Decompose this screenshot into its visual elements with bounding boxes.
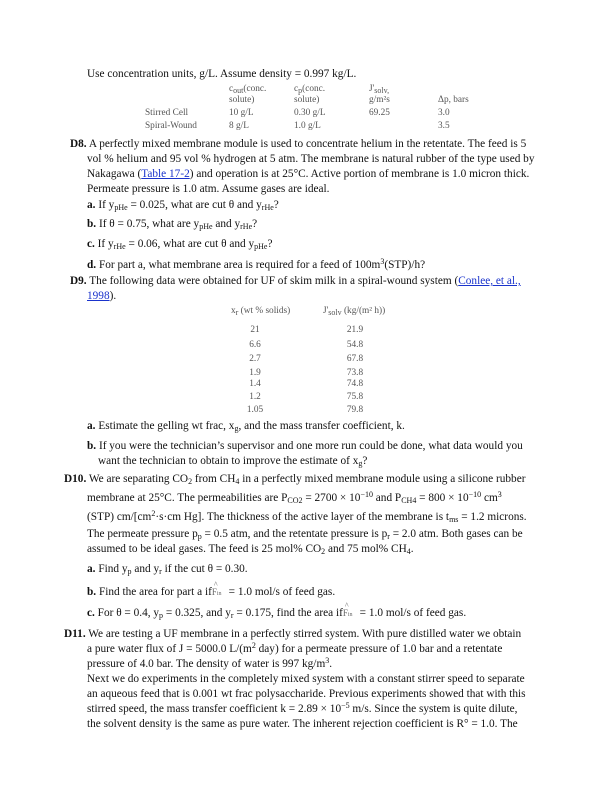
- table-cell: 54.8: [346, 340, 364, 350]
- feed-rate-symbol: ^ Fin: [211, 580, 222, 597]
- table-cell: 21: [250, 325, 260, 335]
- problem-d9-part-a: a. Estimate the gelling wt frac, $x_g$, and the mass transfer coefficient, k.: [87, 420, 405, 433]
- table-17-2-link[interactable]: Table 17-2: [141, 168, 190, 180]
- table-cell: 73.8: [346, 368, 364, 378]
- table-cell: 6.6: [249, 340, 261, 350]
- problem-d8-line4: Permeate pressure is 1.0 atm. Assume gases are ideal.: [87, 183, 330, 195]
- table-cell: 67.8: [346, 354, 364, 364]
- problem-d10-line5: assumed to be ideal gases. The feed is 25 mol% $CO_2$ and 75 mol% $CH_4$.: [87, 543, 414, 556]
- problem-d8-line1: D8. A perfectly mixed membrane module is used to concentrate helium in the retentate. The feed is 5: [70, 138, 527, 150]
- table-cell: 1.9: [249, 368, 261, 378]
- table-header-jsolv: $J'_{solv}$ (kg/(m² h)): [323, 306, 386, 317]
- problem-d11-line7: the solvent density is the same as pure water. The inherent rejection coefficient is R° = 1.0. The: [87, 718, 518, 730]
- problem-d9-part-b: b. If you were the technician’s supervisor and one more run could be done, what data would you: [87, 440, 523, 452]
- problem-d10-line4: The permeate pressure $p_p = 0.5$ atm, and the retentate pressure is $p_r = 2.0$ atm. Both gases can be: [87, 528, 523, 541]
- problem-d10-part-a: a. Find $y_p$ and $y_r$ if the cut θ = 0.30.: [87, 563, 248, 576]
- problem-d8-line3: Nakagawa (Table 17-2) and operation is at 25°C. Active portion of membrane is 1.0 micron thick.: [87, 168, 530, 180]
- table-header-cout-cont: solute): [229, 95, 255, 105]
- table-cell: 1.2: [249, 392, 261, 402]
- table-cell: 2.7: [249, 354, 261, 364]
- table-header-cout: $c_{out}(conc$.: [229, 84, 267, 95]
- problem-d10-line2: membrane at 25°C. The permeabilities are $P_{CO2} = 2700 \times 10^{-10}$ and $P_{CH4} = 800 \times 10^{-10}$ $cm^3$: [87, 490, 502, 505]
- problem-d11-line6: stirred speed, the mass transfer coefficient $k = 2.89 \times 10^{-5}$ m/s. Since the system is quite dilute,: [87, 701, 518, 715]
- table-header-flux: $J'_{solv,}$: [369, 84, 390, 95]
- table-cell: 21.9: [346, 325, 364, 335]
- problem-d8-part-d: d. For part a, what membrane area is required for a feed of $100m^3(STP)/h$?: [87, 257, 426, 271]
- table-cell: 74.8: [346, 379, 364, 389]
- feed-rate-symbol: ^ Fin: [342, 601, 353, 618]
- table-cell: 79.8: [346, 405, 364, 415]
- problem-d9-part-b-cont: want the technician to obtain to improve the estimate of $x_g$?: [98, 455, 368, 468]
- table-cell: 75.8: [346, 392, 364, 402]
- problem-d8-line2: vol % helium and 95 vol % hydrogen at 5 atm. The membrane is natural rubber of the type used by: [87, 153, 535, 165]
- problem-d8-part-c: c. If $y_{rHe} = 0.06$, what are cut θ and $y_{pHe}$?: [87, 238, 273, 251]
- table-cell: 1.05: [246, 405, 264, 415]
- problem-d9-line1: D9. The following data were obtained for UF of skim milk in a spiral-wound system (Conlee, et al.,: [70, 275, 521, 287]
- table-cell: 0.30 g/L: [294, 108, 326, 118]
- problem-d11-line5: an aqueous feed that is 0.001 wt frac polysaccharide. Previous experiments showed that with this: [87, 688, 526, 700]
- problem-d11-line2: a pure water flux of J = 5000.0 $L/(m^2$ day) for a permeate pressure of 1.0 bar and a retentate: [87, 641, 503, 655]
- table-header-flux-unit: g/m²s: [369, 95, 390, 105]
- problem-d8-part-b: b. If θ = 0.75, what are $y_{pHe}$ and $y_{rHe}$?: [87, 218, 258, 231]
- table-cell: 10 g/L: [229, 108, 254, 118]
- intro-line: Use concentration units, g/L. Assume density = 0.997 kg/L.: [87, 68, 357, 80]
- problem-d10-line3: (STP) $cm/[cm^2\cdot s\cdot cm$ Hg]. The thickness of the active layer of the membrane is $t_{ms} = 1.2$ microns.: [87, 509, 527, 524]
- table-cell: 3.0: [438, 108, 450, 118]
- conlee-year-link[interactable]: 1998: [87, 290, 110, 302]
- problem-d8-part-a: a. If $y_{pHe} = 0.025$, what are cut θ and $y_{rHe}$?: [87, 199, 279, 212]
- table-cell: 69.25: [369, 108, 390, 118]
- table-cell: 3.5: [438, 121, 450, 131]
- conlee-citation-link[interactable]: Conlee, et al.,: [458, 275, 521, 287]
- problem-d10-part-b: b. Find the area for part a if ^ Fin = 1.0 mol/s of feed gas.: [87, 585, 335, 601]
- problem-d9-line2: 1998).: [87, 290, 117, 302]
- problem-d10-line1: D10. We are separating $CO_2$ from $CH_4$ in a perfectly mixed membrane module using a silicone rubber: [64, 473, 526, 486]
- table-header-xr: $x_r$ (wt % solids): [231, 306, 291, 317]
- table-cell: 8 g/L: [229, 121, 249, 131]
- table-header-dp: Δp, bars: [438, 95, 469, 105]
- table-cell: 1.0 g/L: [294, 121, 321, 131]
- table-row-label: Spiral-Wound: [145, 121, 197, 131]
- table-header-cp: $c_p(conc$.: [294, 84, 326, 95]
- problem-d11-line1: D11. We are testing a UF membrane in a perfectly stirred system. With pure distilled water we obtain: [64, 628, 522, 640]
- problem-d11-line3: pressure of 4.0 bar. The density of water is 997 $kg/m^3$.: [87, 656, 333, 670]
- table-cell: 1.4: [249, 379, 261, 389]
- table-row-label: Stirred Cell: [145, 108, 189, 118]
- problem-d11-line4: Next we do experiments in the completely mixed system with a constant stirrer speed to separate: [87, 673, 525, 685]
- problem-d10-part-c: c. For θ = 0.4, $y_p = 0.325$, and $y_r = 0.175$, find the area if ^ Fin = 1.0 mol/s of feed gas.: [87, 601, 467, 620]
- table-header-cp-cont: solute): [294, 95, 320, 105]
